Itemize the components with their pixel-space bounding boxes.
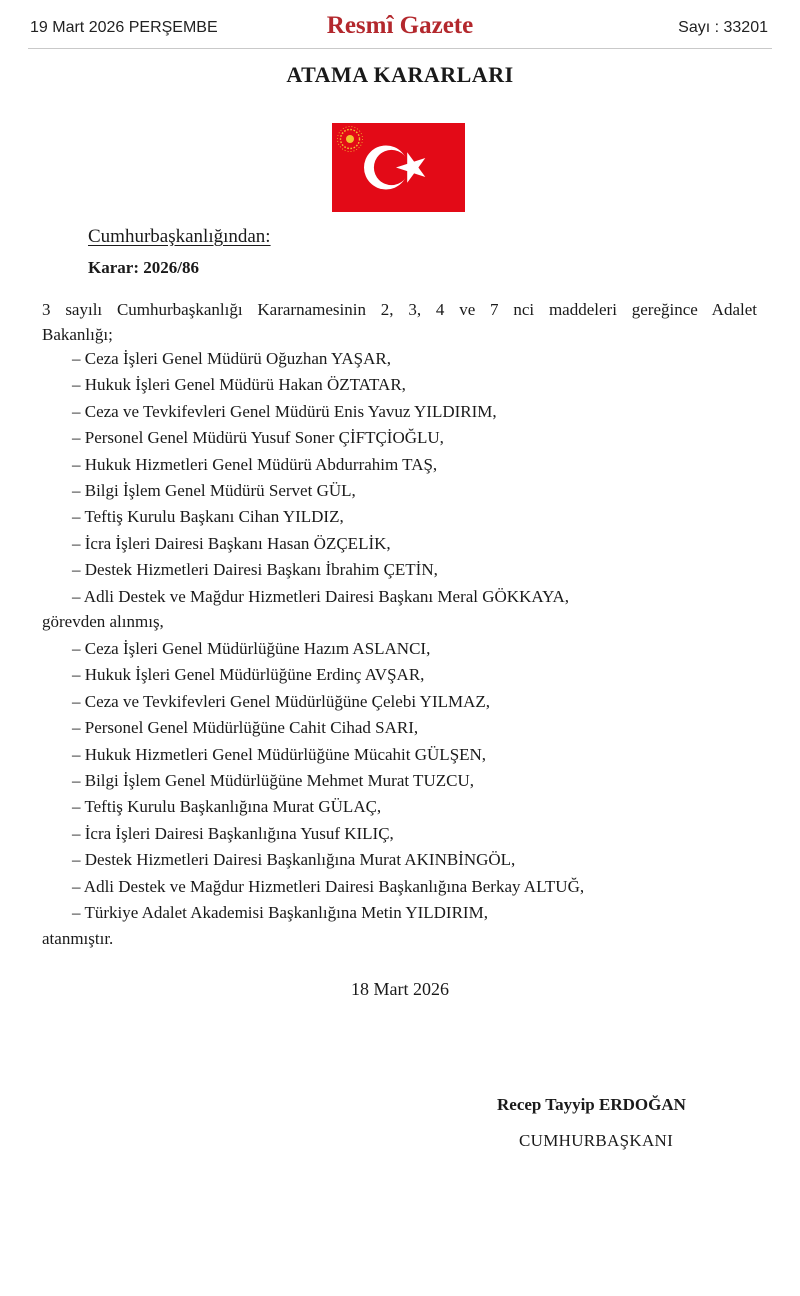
list-item: – Hukuk Hizmetleri Genel Müdürü Abdurrahim TAŞ, bbox=[72, 454, 438, 474]
list-item: – Ceza İşleri Genel Müdürlüğüne Hazım ASLANCI, bbox=[72, 639, 431, 658]
list-item: – İcra İşleri Dairesi Başkanı Hasan ÖZÇELİK, bbox=[72, 533, 391, 553]
list-item: – Teftiş Kurulu Başkanı Cihan YILDIZ, bbox=[72, 507, 344, 527]
turkish-flag-icon bbox=[332, 123, 465, 212]
flag-graphic bbox=[332, 123, 465, 212]
list-item: – Personel Genel Müdürlüğüne Cahit Cihad SARI, bbox=[72, 718, 419, 738]
document-title: ATAMA KARARLARI bbox=[286, 62, 514, 87]
signer-name: Recep Tayyip ERDOĞAN bbox=[497, 1095, 686, 1114]
list-item: – Bilgi İşlem Genel Müdürlüğüne Mehmet Murat TUZCU, bbox=[72, 770, 474, 790]
list-item: – Ceza İşleri Genel Müdürü Oğuzhan YAŞAR, bbox=[72, 349, 391, 368]
intro-paragraph bbox=[42, 297, 757, 347]
appointed-officials-list bbox=[72, 636, 762, 926]
decision-number: Karar: 2026/86 bbox=[88, 258, 199, 277]
list-item: – Hukuk Hizmetleri Genel Müdürlüğüne Mücahit GÜLŞEN, bbox=[72, 744, 487, 764]
gazette-title: Resmî Gazete bbox=[326, 12, 474, 39]
issue-number: Sayı : 33201 bbox=[678, 19, 768, 36]
list-item: – Bilgi İşlem Genel Müdürü Servet GÜL, bbox=[72, 480, 356, 500]
list-item: – Ceza ve Tevkifevleri Genel Müdürü Enis Yavuz YILDIRIM, bbox=[72, 401, 497, 421]
signer-title: CUMHURBAŞKANI bbox=[519, 1131, 674, 1150]
gazette-header bbox=[28, 10, 772, 49]
list-item: – Ceza ve Tevkifevleri Genel Müdürlüğüne Çelebi YILMAZ, bbox=[72, 691, 491, 711]
intro-line: Bakanlığı; bbox=[42, 325, 113, 344]
intro-line: 3 sayılı Cumhurbaşkanlığı Kararnamesinin 2, 3, 4 ve 7 nci maddeleri gereğince Adalet bbox=[42, 300, 757, 319]
issuer-heading: Cumhurbaşkanlığından: bbox=[88, 226, 271, 247]
header-date: 19 Mart 2026 PERŞEMBE bbox=[30, 19, 218, 36]
list-item: – Hukuk İşleri Genel Müdürü Hakan ÖZTATAR, bbox=[72, 375, 406, 395]
list-item: – Teftiş Kurulu Başkanlığına Murat GÜLAÇ, bbox=[72, 797, 382, 817]
list-item: – Personel Genel Müdürü Yusuf Soner ÇİFTÇİOĞLU, bbox=[72, 428, 444, 448]
list-item: – Destek Hizmetleri Dairesi Başkanlığına Murat AKINBİNGÖL, bbox=[72, 850, 516, 870]
list-item: – İcra İşleri Dairesi Başkanlığına Yusuf KILIÇ, bbox=[72, 823, 394, 843]
list-item: – Hukuk İşleri Genel Müdürlüğüne Erdinç AVŞAR, bbox=[72, 665, 425, 685]
removed-officials-list bbox=[72, 346, 762, 610]
list-item: – Türkiye Adalet Akademisi Başkanlığına Metin YILDIRIM, bbox=[72, 902, 488, 922]
appointed-suffix: atanmıştır. bbox=[42, 929, 114, 948]
removed-suffix: görevden alınmış, bbox=[42, 612, 164, 631]
decision-date: 18 Mart 2026 bbox=[351, 979, 449, 999]
list-item: – Adli Destek ve Mağdur Hizmetleri Dairesi Başkanlığına Berkay ALTUĞ, bbox=[72, 876, 585, 896]
list-item: – Adli Destek ve Mağdur Hizmetleri Dairesi Başkanı Meral GÖKKAYA, bbox=[72, 586, 569, 606]
list-item: – Destek Hizmetleri Dairesi Başkanı İbrahim ÇETİN, bbox=[72, 560, 438, 580]
